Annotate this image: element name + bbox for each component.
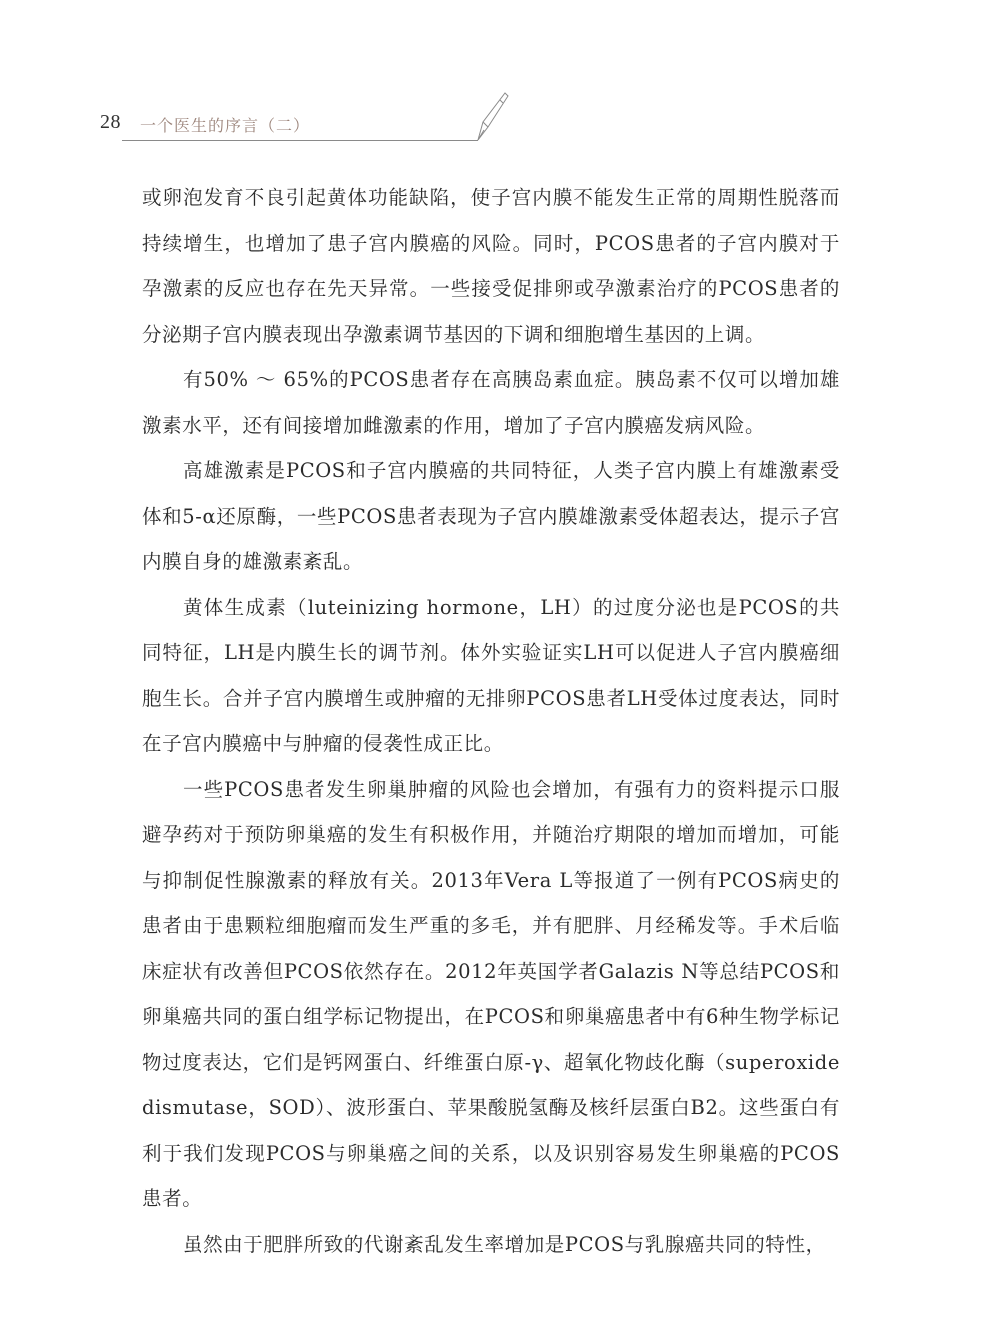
paragraph-4: 黄体生成素（luteinizing hormone，LH）的过度分泌也是PCOS的共同特征，LH是内膜生长的调节剂。体外实验证实LH可以促进人子宫内膜癌细胞生长。合并子宫内膜增生或肿瘤的无排卵PCOS患者LH受体过度表达，同时在子宫内膜癌中与肿瘤的侵袭性成正比。	[142, 595, 840, 755]
page-number: 28	[100, 111, 121, 133]
paragraph-3: 高雄激素是PCOS和子宫内膜癌的共同特征，人类子宫内膜上有雄激素受体和5-α还原酶，一些PCOS患者表现为子宫内膜雄激素受体超表达，提示子宫内膜自身的雄激素紊乱。	[142, 459, 840, 573]
paragraph-2: 有50% ～ 65%的PCOS患者存在高胰岛素血症。胰岛素不仅可以增加雄激素水平，还有间接增加雌激素的作用，增加了子宫内膜癌发病风险。	[142, 368, 840, 437]
paragraph-5: 一些PCOS患者发生卵巢肿瘤的风险也会增加，有强有力的资料提示口服避孕药对于预防卵巢癌的发生有积极作用，并随治疗期限的增加而增加，可能与抑制促性腺激素的释放有关。2013年Vera L等报道了一例有PCOS病史的患者由于患颗粒细胞瘤而发生严重的多毛，并有肥胖、月经稀发等。手术后临床症状有改善但PCOS依然存在。2012年英国学者Galazis N等总结PCOS和卵巢癌共同的蛋白组学标记物提出，在PCOS和卵巢癌患者中有6种生物学标记物过度表达，它们是钙网蛋白、纤维蛋白原-γ、超氧化物歧化酶（superoxide dismutase，SOD）、波形蛋白、苹果酸脱氢酶及核纤层蛋白B2。这些蛋白有利于我们发现PCOS与卵巢癌之间的关系，以及识别容易发生卵巢癌的PCOS患者。	[142, 777, 840, 1210]
paragraph-1: 或卵泡发育不良引起黄体功能缺陷，使子宫内膜不能发生正常的周期性脱落而持续增生，也增加了患子宫内膜癌的风险。同时，PCOS患者的子宫内膜对于孕激素的反应也存在先天异常。一些接受促排卵或孕激素治疗的PCOS患者的分泌期子宫内膜表现出孕激素调节基因的下调和细胞增生基因的上调。	[142, 186, 840, 346]
header-rule	[0, 0, 998, 150]
body-text	[142, 175, 840, 1267]
page-header	[0, 0, 998, 150]
paragraph-6: 虽然由于肥胖所致的代谢紊乱发生率增加是PCOS与乳腺癌共同的特性，	[183, 1232, 826, 1256]
pen-icon	[478, 93, 508, 140]
chapter-title: 一个医生的序言（二）	[140, 116, 311, 135]
